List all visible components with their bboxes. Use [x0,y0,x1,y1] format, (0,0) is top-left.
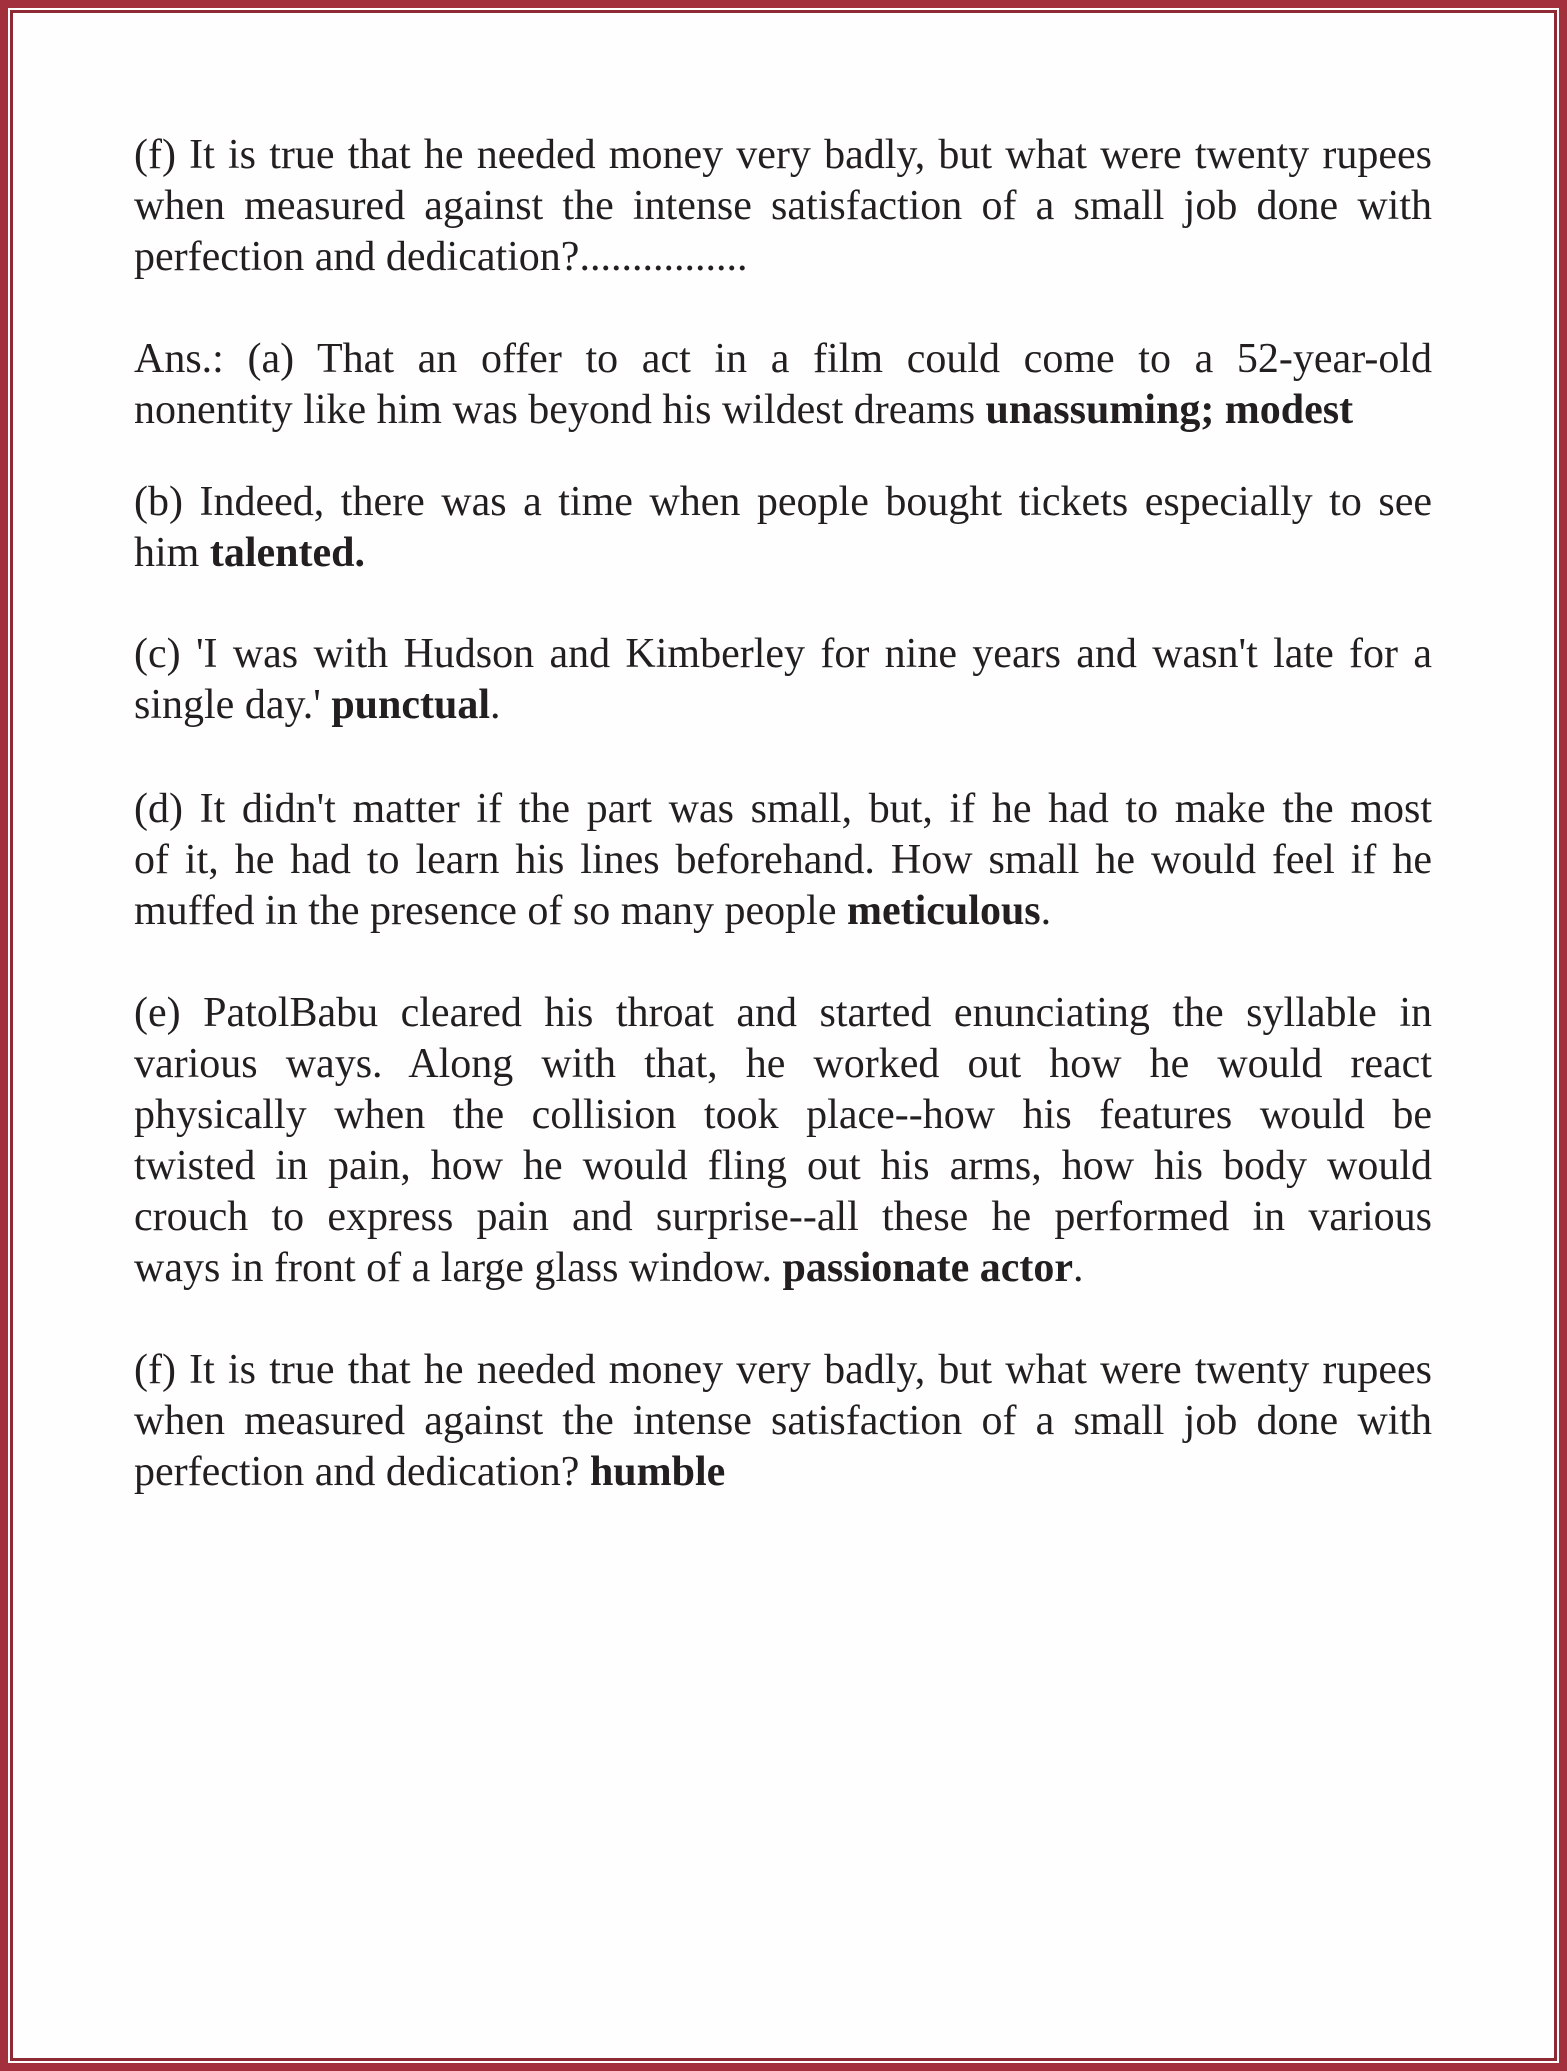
text-run: (f) It is true that he needed money very badly, but what were twenty rupees [134,1347,1432,1393]
text-line [134,1039,1432,1090]
text-run: physically when the collision took place--how his features would be [134,1092,1432,1138]
answer-b [134,477,1432,579]
text-line [134,334,1432,385]
text-run: Ans.: (a) That an offer to act in a film could come to a 52-year-old [134,336,1432,382]
text-line [134,130,1432,181]
text-run: when measured against the intense satisfaction of a small job done with [134,183,1432,229]
text-line [134,1447,1432,1498]
text-run: . [1040,888,1052,934]
text-line [134,835,1432,886]
text-run: muffed in the presence of so many people [134,888,847,934]
text-run: crouch to express pain and surprise--all these he performed in various [134,1194,1432,1240]
text-run: perfection and dedication?................ [134,234,748,280]
text-line [134,1345,1432,1396]
text-line [134,1090,1432,1141]
answer-keyword: unassuming; modest [985,387,1354,433]
text-run: . [1073,1245,1084,1291]
text-line [134,1396,1432,1447]
text-line [134,784,1432,835]
text-line [134,181,1432,232]
answer-e [134,988,1432,1294]
text-run: twisted in pain, how he would fling out his arms, how his body would [134,1143,1432,1189]
answer-a [134,334,1432,436]
text-line [134,680,1432,731]
text-line [134,886,1432,937]
text-run: perfection and dedication? [134,1449,590,1495]
text-run: nonentity like him was beyond his wildest dreams [134,387,986,433]
answer-keyword: talented. [209,530,365,576]
text-run: single day.' [134,682,332,728]
text-run: him [134,530,210,576]
text-run: of it, he had to learn his lines beforehand. How small he would feel if he [134,837,1432,883]
text-run: (d) It didn't matter if the part was small, but, if he had to make the most [134,786,1432,832]
answer-keyword: passionate actor [782,1245,1074,1291]
text-run: . [490,682,501,728]
text-run: (f) It is true that he needed money very badly, but what were twenty rupees [134,132,1432,178]
text-run: (b) Indeed, there was a time when people bought tickets especially to see [134,479,1432,525]
answer-keyword: meticulous [847,888,1041,934]
text-line [134,477,1432,528]
answer-keyword: punctual [331,682,491,728]
text-run: various ways. Along with that, he worked out how he would react [134,1041,1432,1087]
text-line [134,232,1432,283]
answer-d [134,784,1432,937]
text-run: ways in front of a large glass window. [134,1245,783,1291]
text-run: (c) 'I was with Hudson and Kimberley for nine years and wasn't late for a [134,631,1432,677]
answer-c [134,629,1432,731]
text-line [134,629,1432,680]
answer-f [134,1345,1432,1498]
question-f [134,130,1432,283]
text-line [134,385,1432,436]
text-line [134,1243,1432,1294]
answer-keyword: humble [589,1449,726,1495]
text-line [134,988,1432,1039]
text-run: (e) PatolBabu cleared his throat and started enunciating the syllable in [134,990,1432,1036]
text-line [134,528,1432,579]
text-run: when measured against the intense satisfaction of a small job done with [134,1398,1432,1444]
text-line [134,1141,1432,1192]
text-line [134,1192,1432,1243]
